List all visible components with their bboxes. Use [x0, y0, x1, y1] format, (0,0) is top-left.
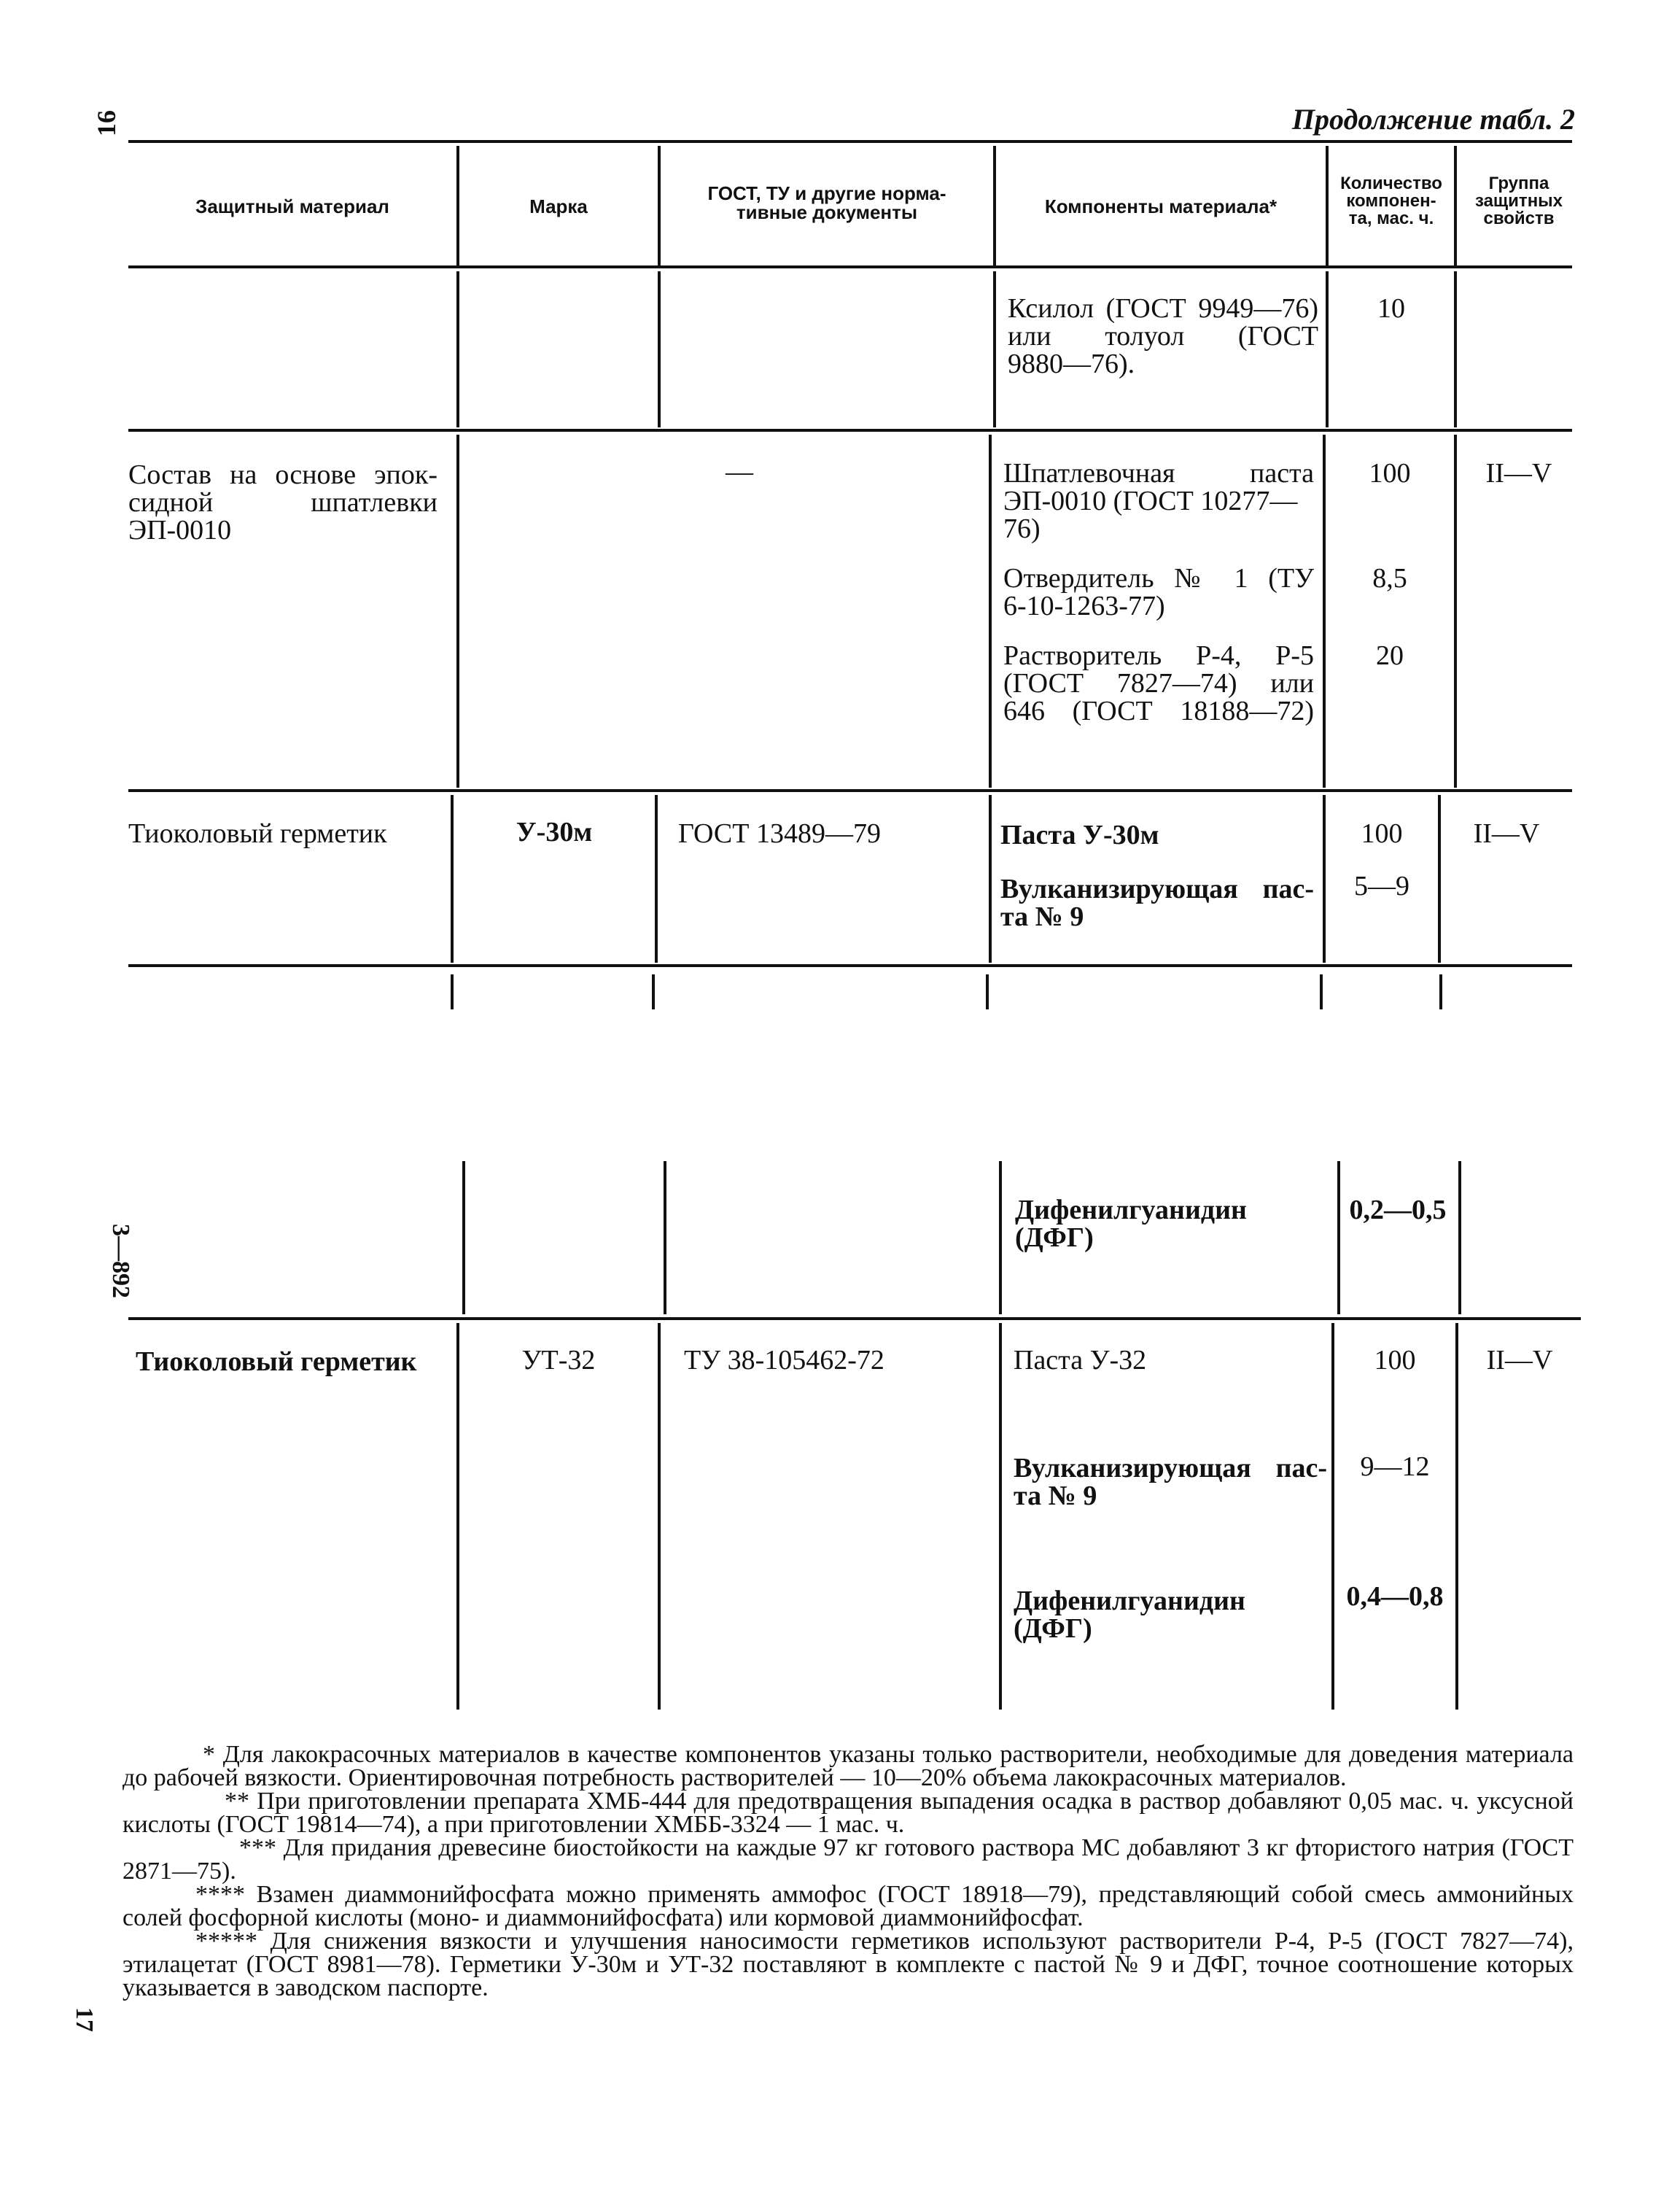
- component-solvent: Растворитель Р-4, Р-5 (ГОСТ 7827—74) или 646 (ГОСТ 18188—72): [1003, 640, 1314, 726]
- qty-putty-paste: 100: [1369, 458, 1411, 489]
- col-rule: [655, 795, 658, 963]
- running-head-rule: [128, 140, 1572, 143]
- header-bottom-rule: [128, 265, 1572, 268]
- row-rule-4: [128, 1317, 1581, 1320]
- col-rule: [1320, 974, 1323, 1009]
- header-material: Защитный материал: [195, 195, 389, 217]
- col-rule: [456, 271, 459, 427]
- material-thiokol-ut32: Тиоколовый герметик: [136, 1346, 417, 1377]
- row-rule-1: [128, 429, 1572, 432]
- group-epoxy-putty: II—V: [1485, 458, 1552, 489]
- continuation-label: Продолжение табл. 2: [1291, 103, 1575, 136]
- footnote-5: ***** Для снижения вязкости и улучшения наносимости герметиков используют растворители Р-4, Р-5 (ГОСТ 7827—74), этилацетат (ГОСТ 8981—78). Герметики У-30м и УТ-32 поставляют в комплекте с пастой № 9 и ДФГ, точное соотношение которых указывается в заводском паспорте.: [122, 1928, 1574, 2001]
- col-rule: [999, 1323, 1002, 1710]
- component-paste-u30m: Паста У-30м: [1000, 820, 1159, 850]
- footnote-2: ** При приготовлении препарата ХМБ-444 для предотвращения выпадения осадка в раствор добавляют 0,05 мас. ч. уксусной кислоты (ГОСТ 19814—74), а при приготовлении ХМББ-3324 — 1 мас. ч.: [122, 1788, 1574, 1838]
- col-rule: [664, 1161, 666, 1314]
- material-epoxy-putty: Состав на основе эпок- сидной шпатлевки ЭП-0010: [128, 459, 438, 546]
- header-gost: ГОСТ, ТУ и другие норма- тивные документы: [707, 182, 946, 223]
- header-group: Группа защитных свойств: [1474, 174, 1563, 228]
- col-rule: [999, 1161, 1002, 1314]
- col-rule: [1337, 1161, 1340, 1314]
- gost-ut32: ТУ 38-105462-72: [684, 1345, 884, 1376]
- mark-u30m: У-30м: [516, 817, 593, 847]
- footnote-3: *** Для придания древесине биостойкости на каждые 97 кг готового раствора МС добавляют 3 кг фтористого натрия (ГОСТ 2871—75).: [122, 1834, 1574, 1885]
- component-putty-paste: Шпатлевочная паста ЭП-0010 (ГОСТ 10277— 76): [1003, 458, 1314, 544]
- footnote-1: * Для лакокрасочных материалов в качестве компонентов указаны только растворители, необходимые для доведения материала до рабочей вязкости. Ориентировочная потребность растворителей — 10—20% объема лакокрасочных материалов.: [122, 1741, 1574, 1791]
- qty-vulcanizing-paste-2: 9—12: [1360, 1451, 1430, 1482]
- row-rule-3: [128, 964, 1572, 967]
- col-rule: [993, 146, 996, 265]
- col-rule: [658, 146, 661, 265]
- header-components: Компоненты материала*: [1044, 195, 1278, 217]
- col-rule: [1454, 435, 1457, 788]
- col-rule: [1331, 1323, 1334, 1710]
- col-rule: [986, 974, 989, 1009]
- component-dfg-2: Дифенилгуанидин (ДФГ): [1014, 1586, 1245, 1644]
- col-rule: [1326, 146, 1329, 265]
- footnote-4: **** Взамен диаммонийфосфата можно применять аммофос (ГОСТ 18918—79), представляющий собой смесь аммонийных солей фосфорной кислоты (моно- и диаммонийфосфата) или кормовой диаммонийфосфат.: [122, 1881, 1574, 1931]
- col-rule: [1323, 435, 1326, 788]
- col-rule: [989, 435, 992, 788]
- col-rule: [462, 1161, 465, 1314]
- col-rule: [989, 795, 992, 963]
- bottom-page-number: 17: [71, 2007, 98, 2032]
- gost-u30m: ГОСТ 13489—79: [678, 818, 881, 849]
- col-rule: [456, 435, 459, 788]
- col-rule: [1439, 974, 1442, 1009]
- gost-epoxy-putty: —: [726, 457, 753, 487]
- col-rule: [1455, 1323, 1458, 1710]
- col-rule: [456, 146, 459, 265]
- group-ut32: II—V: [1486, 1345, 1553, 1376]
- footnotes: [122, 1743, 1574, 2000]
- top-page-number: 16: [92, 110, 121, 136]
- col-rule: [993, 271, 996, 427]
- col-rule: [1458, 1161, 1461, 1314]
- row-rule-2: [128, 789, 1572, 792]
- component-xylene-end: 9880—76).: [1008, 349, 1135, 379]
- qty-hardener: 8,5: [1372, 563, 1407, 594]
- qty-dfg-1: 0,2—0,5: [1349, 1195, 1447, 1225]
- side-signature: 3—892: [107, 1224, 134, 1298]
- component-dfg-1: Дифенилгуанидин (ДФГ): [1015, 1195, 1247, 1253]
- qty-xylene: 10: [1377, 293, 1405, 324]
- col-rule: [456, 1323, 459, 1710]
- col-rule: [658, 271, 661, 427]
- header-mark: Марка: [529, 195, 588, 217]
- qty-solvent: 20: [1376, 640, 1404, 671]
- material-thiokol-u30m: Тиоколовый герметик: [128, 818, 387, 849]
- qty-dfg-2: 0,4—0,8: [1346, 1581, 1444, 1612]
- component-vulcanizing-paste-1: Вулканизирующая пас- та № 9: [1000, 874, 1314, 932]
- col-rule: [652, 974, 655, 1009]
- qty-paste-u32: 100: [1374, 1345, 1416, 1376]
- component-paste-u32: Паста У-32: [1014, 1345, 1147, 1376]
- col-rule: [1454, 271, 1457, 427]
- col-rule: [658, 1323, 661, 1710]
- col-rule: [451, 974, 454, 1009]
- col-rule: [1454, 146, 1457, 265]
- group-u30m: II—V: [1473, 818, 1540, 849]
- qty-vulcanizing-paste-1: 5—9: [1354, 871, 1409, 901]
- component-xylene: Ксилол (ГОСТ 9949—76) или толуол (ГОСТ: [1008, 293, 1318, 352]
- mark-ut32: УТ-32: [521, 1345, 596, 1376]
- qty-paste-u30m: 100: [1361, 818, 1403, 849]
- component-hardener: Отвердитель № 1 (ТУ 6-10-1263-77): [1003, 563, 1314, 621]
- header-qty: Количество компонен- та, мас. ч.: [1340, 174, 1442, 228]
- component-vulcanizing-paste-2: Вулканизирующая пас- та № 9: [1014, 1453, 1327, 1511]
